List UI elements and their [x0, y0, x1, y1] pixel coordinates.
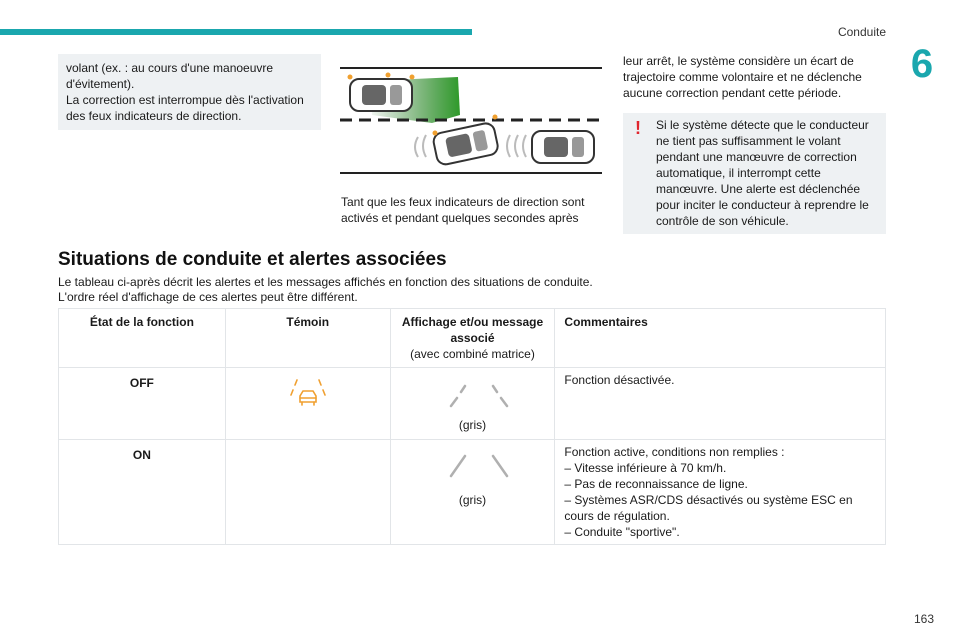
car-bottom-right-icon	[532, 131, 594, 163]
car-bottom-drifting-icon	[432, 122, 499, 166]
row-display-note: (gris)	[458, 493, 487, 507]
header-display-sub: (avec combiné matrice)	[410, 347, 535, 361]
lane-lines-dashed-icon	[449, 384, 509, 408]
header-display-title: Affichage et/ou message associé	[401, 315, 544, 345]
row-indicator	[225, 440, 390, 545]
warning-text: Si le système détecte que le conducteur ne tient pas suffisamment le volant pendant une manœuvre de correction automatique, il interrompt cette manœuvre. Une alerte est déclenchée pour inciter le conducteur à reprendre le contrôle de son véhicule.	[656, 118, 869, 228]
comment-line: – Pas de reconnaissance de ligne.	[564, 477, 748, 491]
note-line-1: volant (ex. : au cours d'une manoeuvre d'évitement).	[66, 61, 274, 91]
intro-line-1: Le tableau ci-après décrit les alertes et les messages affichés en fonction des situations de conduite.	[58, 275, 593, 289]
header-indicator: Témoin	[225, 309, 390, 368]
section-intro	[58, 275, 758, 305]
continued-note-box	[58, 54, 321, 130]
lane-correction-illustration	[340, 65, 602, 177]
table-row	[59, 440, 886, 545]
row-display	[390, 368, 555, 440]
comment-line: – Systèmes ASR/CDS désactivés ou système ESC en cours de régulation.	[564, 493, 853, 523]
header-state: État de la fonction	[59, 309, 226, 368]
comment-line: Fonction désactivée.	[564, 373, 675, 387]
row-indicator	[225, 368, 390, 440]
chapter-number: 6	[910, 42, 934, 86]
car-top-lane-icon	[350, 79, 412, 111]
row-state: ON	[59, 440, 226, 545]
indicator-info-text: Tant que les feux indicateurs de direction sont activés et pendant quelques secondes après	[341, 195, 585, 225]
header-accent-bar	[0, 29, 472, 35]
row-comment	[555, 440, 886, 545]
comment-line: Fonction active, conditions non remplies :	[564, 445, 785, 459]
deviation-info-text: leur arrêt, le système considère un écart de trajectoire comme volontaire et ne déclenche aucune correction pendant cette période.	[623, 54, 862, 100]
table-row	[59, 368, 886, 440]
row-display	[390, 440, 555, 545]
lane-keep-car-icon	[290, 378, 326, 408]
row-state: OFF	[59, 368, 226, 440]
header-comments: Commentaires	[555, 309, 886, 368]
warning-exclamation-icon: !	[635, 118, 641, 138]
note-line-2: La correction est interrompue dès l'activation des feux indicateurs de direction.	[66, 93, 304, 123]
warning-box	[623, 113, 886, 234]
intro-line-2: L'ordre réel d'affichage de ces alertes peut être différent.	[58, 290, 358, 304]
row-comment	[555, 368, 886, 440]
section-header: Conduite	[837, 25, 886, 39]
alerts-table	[58, 308, 886, 545]
page-number: 163	[913, 612, 934, 626]
comment-line: – Conduite "sportive".	[564, 525, 680, 539]
table-header-row	[59, 309, 886, 368]
lane-lines-solid-icon	[449, 454, 509, 478]
header-display	[390, 309, 555, 368]
comment-line: – Vitesse inférieure à 70 km/h.	[564, 461, 727, 475]
row-display-note: (gris)	[458, 418, 487, 432]
section-title: Situations de conduite et alertes associées	[58, 249, 447, 270]
